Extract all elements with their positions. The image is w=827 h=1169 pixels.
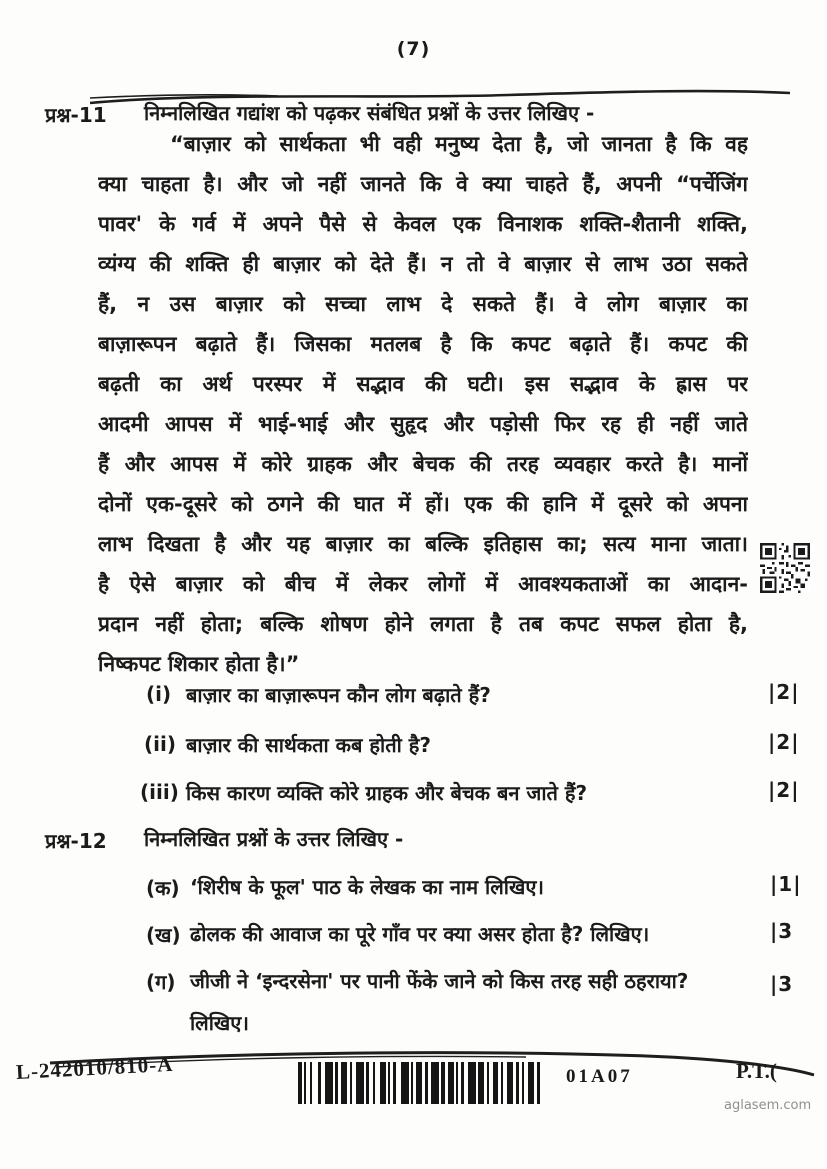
- q12-subq-kha-marks: |3: [770, 919, 794, 943]
- q11-subq-iii-num: (iii): [140, 780, 179, 804]
- question-12-instruction: निम्नलिखित प्रश्नों के उत्तर लिखिए -: [144, 827, 404, 851]
- q11-subq-i-num: (i): [146, 682, 172, 706]
- qr-code-icon: [760, 540, 810, 596]
- watermark: aglasem.com: [724, 1098, 812, 1113]
- q11-subq-ii-text: बाज़ार की सार्थकता कब होती है?: [186, 733, 431, 757]
- passage-line: व्यंग्य की शक्ति ही बाज़ार को देते हैं। न तो वे बाज़ार से लाभ उठा सकते: [98, 252, 748, 276]
- q12-subq-ga-marks: |3: [770, 972, 794, 996]
- q12-subq-ka-marks: |1|: [770, 872, 802, 896]
- passage-line: हैं, न उस बाज़ार को सच्चा लाभ दे सकते हैं। वे लोग बाज़ार का: [98, 292, 748, 316]
- q12-subq-ga-num: (ग): [146, 970, 176, 994]
- passage-line: दोनों एक-दूसरे को ठगने की घात में हों। एक की हानि में दूसरे को अपना: [98, 492, 748, 516]
- passage-line: लाभ दिखता है और यह बाज़ार का बल्कि इतिहास का; सत्य माना जाता।: [98, 532, 748, 556]
- passage-line: हैं और आपस में कोरे ग्राहक और बेचक की तरह व्यवहार करते है। मानों: [98, 452, 748, 476]
- q11-subq-iii-marks: |2|: [768, 778, 800, 802]
- passage-line: प्रदान नहीं होता; बल्कि शोषण होने लगता है तब कपट सफल होता है,: [98, 612, 748, 636]
- q12-subq-kha-text: ढोलक की आवाज का पूरे गाँव पर क्या असर होता है? लिखिए।: [190, 922, 650, 946]
- passage-line: “बाज़ार को सार्थकता भी वही मनुष्य देता है, जो जानता है कि वह: [170, 132, 748, 156]
- passage-line: पावर' के गर्व में अपने पैसे से केवल एक विनाशक शक्ति-शैतानी शक्ति,: [98, 212, 748, 236]
- q11-subq-ii-num: (ii): [144, 732, 176, 756]
- question-11-instruction: निम्नलिखित गद्यांश को पढ़कर संबंधित प्रश्नों के उत्तर लिखिए -: [144, 101, 595, 125]
- passage-line: है ऐसे बाज़ार को बीच में लेकर लोगों में आवश्यकताओं का आदान-: [98, 572, 748, 596]
- question-11-label: प्रश्न-11: [45, 103, 107, 127]
- passage-line: बढ़ती का अर्थ परस्पर में सद्भाव की घटी। इस सद्भाव के ह्रास पर: [98, 372, 748, 396]
- q11-subq-iii-text: किस कारण व्यक्ति कोरे ग्राहक और बेचक बन जाते हैं?: [186, 781, 588, 805]
- passage-line: आदमी आपस में भाई-भाई और सुहृद और पड़ोसी फिर रह ही नहीं जाते: [98, 412, 748, 436]
- passage-line: बाज़ारूपन बढ़ाते हैं। जिसका मतलब है कि कपट बढ़ाते हैं। कपट की: [98, 332, 748, 356]
- passage-line: क्या चाहता है। और जो नहीं जानते कि वे क्या चाहते हैं, अपनी “पर्चेजिंग: [98, 172, 748, 196]
- question-11-passage: [98, 124, 748, 684]
- q11-subq-i-marks: |2|: [768, 680, 800, 704]
- q11-subq-ii-marks: |2|: [768, 730, 800, 754]
- page-number: (7): [396, 38, 431, 60]
- barcode-number: 01A07: [566, 1066, 633, 1087]
- q12-subq-ka-text: ‘शिरीष के फूल' पाठ के लेखक का नाम लिखिए।: [190, 875, 544, 899]
- q12-subq-ka-num: (क): [146, 876, 180, 900]
- pto-label: P.T.(: [736, 1059, 777, 1083]
- q12-subq-ga-text: जीजी ने ‘इन्दरसेना' पर पानी फेंके जाने को किस तरह सही ठहराया? लिखिए।: [190, 969, 689, 1035]
- q11-subq-i-text: बाज़ार का बाज़ारूपन कौन लोग बढ़ाते हैं?: [186, 683, 491, 707]
- paper-code: L-242010/810-A: [15, 1051, 174, 1084]
- q12-subq-kha-num: (ख): [146, 923, 181, 947]
- question-12-label: प्रश्न-12: [45, 829, 107, 853]
- barcode-icon: [298, 1062, 543, 1104]
- passage-line: निष्कपट शिकार होता है।”: [98, 652, 300, 676]
